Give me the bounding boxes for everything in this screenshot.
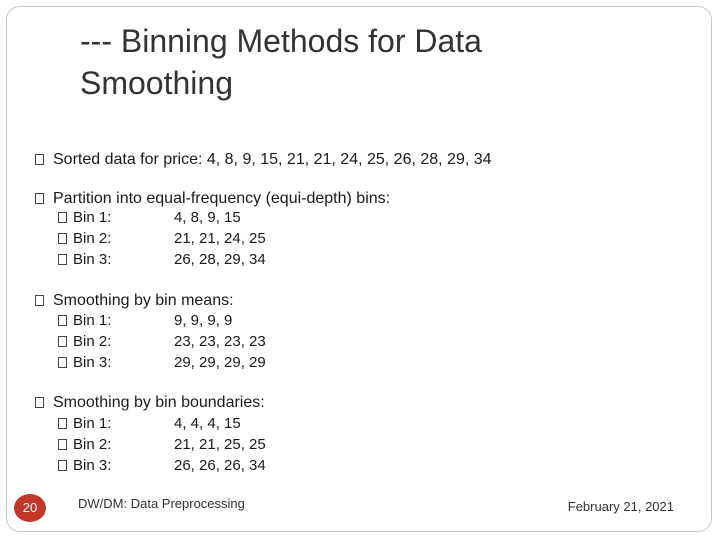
bin-values: 4, 4, 4, 15 [174,415,241,432]
page-number-badge: 20 [14,494,46,522]
bullet-partition: Partition into equal-frequency (equi-depth) bins: [35,189,390,209]
bin-values: 21, 21, 24, 25 [174,230,266,247]
slide-title: --- Binning Methods for Data Smoothing [80,23,482,101]
bin-values: 29, 29, 29, 29 [174,354,266,371]
bin-values: 23, 23, 23, 23 [174,333,266,350]
checkbox-bullet-icon [35,154,44,165]
bin-values: 26, 26, 26, 34 [174,457,266,474]
partition-bin-1: Bin 1: 4, 8, 9, 15 [58,208,111,228]
means-bin-2: Bin 2: 23, 23, 23, 23 [58,332,111,352]
boundaries-bin-1: Bin 1: 4, 4, 4, 15 [58,414,111,434]
checkbox-bullet-icon [58,357,67,368]
partition-bin-2: Bin 2: 21, 21, 24, 25 [58,229,111,249]
checkbox-bullet-icon [35,295,44,306]
boundaries-bin-3: Bin 3: 26, 26, 26, 34 [58,456,111,476]
means-bin-3: Bin 3: 29, 29, 29, 29 [58,353,111,373]
bin-values: 21, 21, 25, 25 [174,436,266,453]
footer-course: DW/DM: Data Preprocessing [78,496,245,511]
checkbox-bullet-icon [58,439,67,450]
checkbox-bullet-icon [35,193,44,204]
bullet-boundaries: Smoothing by bin boundaries: [35,393,265,413]
bin-values: 9, 9, 9, 9 [174,312,233,329]
bullet-means: Smoothing by bin means: [35,291,234,311]
checkbox-bullet-icon [58,254,67,265]
means-bin-1: Bin 1: 9, 9, 9, 9 [58,311,111,331]
bullet-sorted-data: Sorted data for price: 4, 8, 9, 15, 21, 21, 24, 25, 26, 28, 29, 34 [35,150,492,170]
bin-values: 4, 8, 9, 15 [174,209,241,226]
checkbox-bullet-icon [58,315,67,326]
checkbox-bullet-icon [58,212,67,223]
boundaries-bin-2: Bin 2: 21, 21, 25, 25 [58,435,111,455]
checkbox-bullet-icon [58,460,67,471]
checkbox-bullet-icon [35,397,44,408]
checkbox-bullet-icon [58,336,67,347]
checkbox-bullet-icon [58,233,67,244]
footer-date: February 21, 2021 [567,499,674,514]
checkbox-bullet-icon [58,418,67,429]
bin-values: 26, 28, 29, 34 [174,251,266,268]
partition-bin-3: Bin 3: 26, 28, 29, 34 [58,250,111,270]
